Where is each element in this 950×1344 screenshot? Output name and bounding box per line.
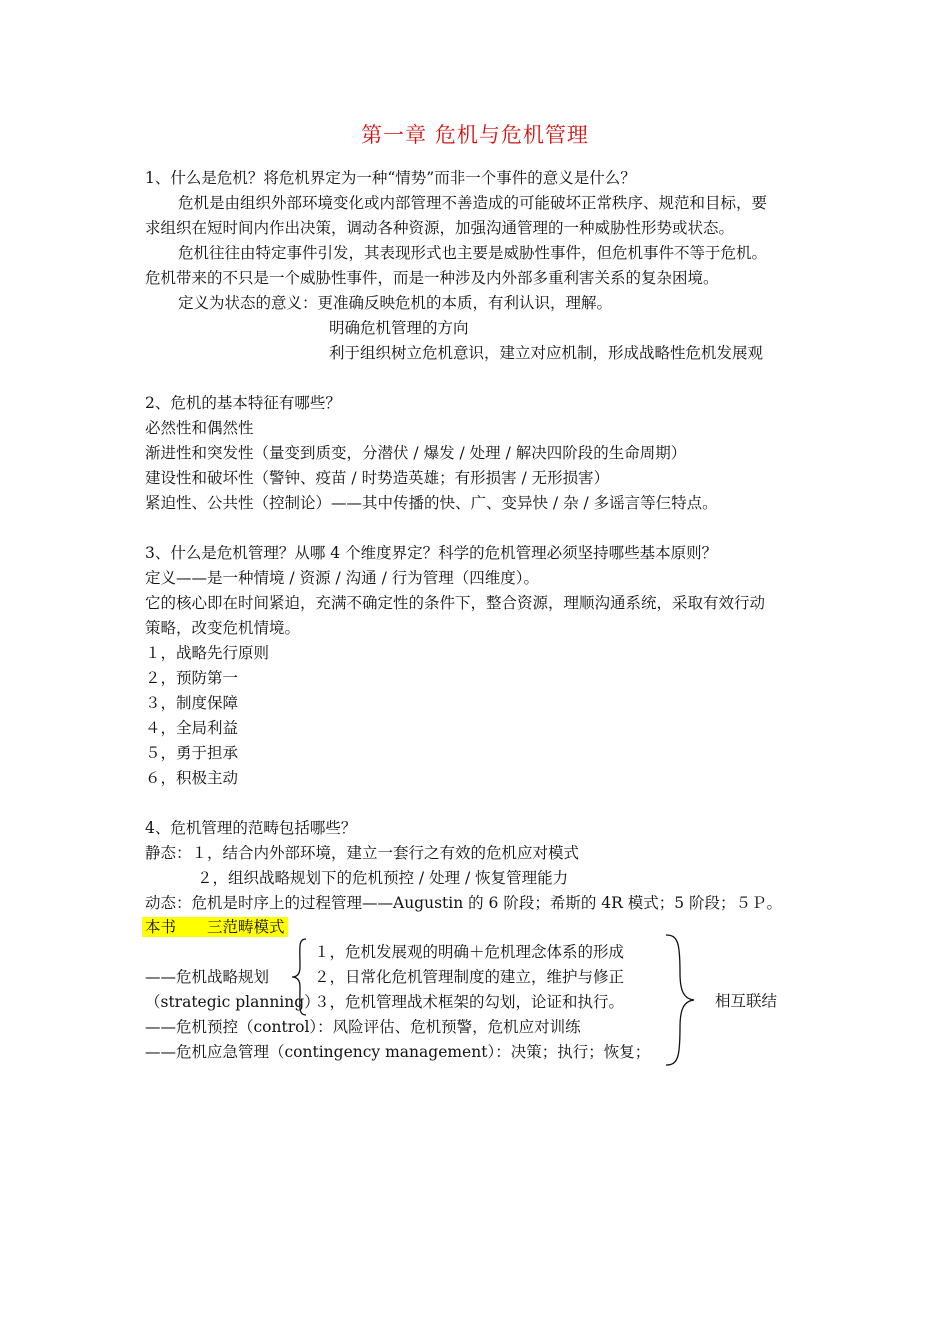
q1-p1-line2: 求组织在短时间内作出决策，调动各种资源，加强沟通管理的一种威胁性形势或状态。 [145, 219, 735, 237]
strategic-item: ２，日常化危机管理制度的建立，维护与修正 [314, 968, 625, 986]
q3-core-line2: 策略，改变危机情境。 [145, 619, 301, 637]
q3-definition: 定义——是一种情境 / 资源 / 沟通 / 行为管理（四维度）。 [145, 569, 539, 587]
q3-principle: ６，积极主动 [145, 769, 239, 787]
strategic-item: １，危机发展观的明确＋危机理念体系的形成 [314, 943, 625, 961]
q4-question: 4、危机管理的范畴包括哪些？ [145, 819, 357, 837]
q1-p3-line2: 明确危机管理的方向 [329, 319, 469, 337]
q3-principle: ５，勇于担承 [145, 744, 239, 762]
strategic-item: ３，危机管理战术框架的勾划，论证和执行。 [314, 993, 625, 1011]
q1-p3-line3: 利于组织树立危机意识，建立对应机制，形成战略性危机发展观 [329, 344, 764, 362]
q2-item: 紧迫性、公共性（控制论）——其中传播的快、广、变异快 / 杂 / 多谣言等仨特点。 [145, 494, 718, 512]
q3-principle: ３，制度保障 [145, 694, 239, 712]
q2-question: 2、危机的基本特征有哪些？ [145, 394, 341, 412]
q3-principle: ４，全局利益 [145, 719, 239, 737]
control-line: ——危机预控（control）：风险评估、危机预警，危机应对训练 [145, 1018, 581, 1036]
q1-p2-line2: 危机带来的不只是一个威胁性事件，而是一种涉及内外部多重利害关系的复杂困境。 [145, 269, 719, 287]
left-brace-icon [290, 937, 310, 1017]
q2-item: 渐进性和突发性（量变到质变，分潜伏 / 爆发 / 处理 / 解决四阶段的生命周期） [145, 444, 687, 462]
q3-principle: １，战略先行原则 [145, 644, 270, 662]
q3-core-line1: 它的核心即在时间紧迫，充满不确定性的条件下，整合资源，理顺沟通系统，采取有效行动 [145, 594, 766, 612]
right-brace-icon [660, 933, 700, 1067]
strategic-planning-label: ——危机战略规划 [145, 968, 270, 986]
contingency-line: ——危机应急管理（contingency management）：决策；执行；恢复； [145, 1043, 651, 1061]
q3-question: 3、什么是危机管理？从哪 4 个维度界定？科学的危机管理必须坚持哪些基本原则？ [145, 544, 718, 562]
strategic-planning-en: （strategic planning） [145, 993, 320, 1011]
q1-question: 1、什么是危机？将危机界定为一种“情势”而非一个事件的意义是什么？ [145, 169, 636, 187]
page-title: 第一章 危机与危机管理 [361, 123, 589, 147]
q1-p2-line1: 危机往往由特定事件引发，其表现形式也主要是威胁性事件，但危机事件不等于危机。 [178, 244, 768, 262]
q4-dynamic: 动态：危机是时序上的过程管理——Augustin 的 6 阶段；希斯的 4R 模式；5 阶段；５Ｐ。 [145, 894, 783, 912]
q3-principle: ２，预防第一 [145, 669, 239, 687]
q2-item: 建设性和破坏性（警钟、疫苗 / 时势造英雄；有形损害 / 无形损害） [145, 469, 610, 487]
q1-p3-line1: 定义为状态的意义：更准确反映危机的本质，有利认识，理解。 [178, 294, 613, 312]
q4-static-line2: ２，组织战略规划下的危机预控 / 处理 / 恢复管理能力 [197, 869, 569, 887]
highlight-label: 本书 三范畴模式 [142, 916, 288, 938]
q2-item: 必然性和偶然性 [145, 419, 254, 437]
q4-static-line1: 静态：１，结合内外部环境，建立一套行之有效的危机应对模式 [145, 844, 580, 862]
q1-p1-line1: 危机是由组织外部环境变化或内部管理不善造成的可能破坏正常秩序、规范和目标，要 [178, 194, 768, 212]
linked-label: 相互联结 [715, 992, 778, 1010]
